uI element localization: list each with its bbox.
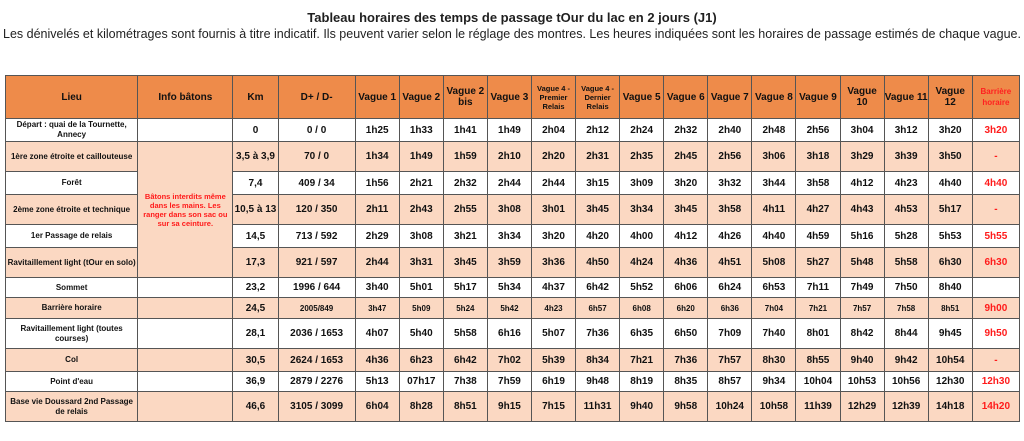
lieu-cell: Base vie Doussard 2nd Passage de relais — [6, 392, 138, 422]
time-cell: 2h45 — [664, 142, 708, 172]
table-row — [6, 392, 1020, 422]
time-cell: 10h24 — [708, 392, 752, 422]
lieu-cell: 2ème zone étroite et technique — [6, 195, 138, 225]
time-cell: 6h08 — [620, 298, 664, 319]
time-cell: 3h45 — [443, 248, 487, 278]
time-cell: 4h40 — [752, 225, 796, 248]
header-vague-9: Vague 9 — [796, 76, 840, 119]
time-cell: 6h53 — [752, 278, 796, 298]
elevation-cell: 713 / 592 — [278, 225, 355, 248]
time-cell: 4h26 — [708, 225, 752, 248]
time-cell: 4h20 — [576, 225, 620, 248]
time-cell: 10h53 — [840, 372, 884, 392]
time-cell: 5h13 — [355, 372, 399, 392]
time-cell: 7h38 — [443, 372, 487, 392]
time-cell: 3h06 — [752, 142, 796, 172]
time-cell: 5h17 — [443, 278, 487, 298]
time-cell: 6h20 — [664, 298, 708, 319]
barriere-cell: 3h20 — [972, 119, 1019, 142]
km-cell: 23,2 — [233, 278, 278, 298]
time-cell: 3h09 — [620, 172, 664, 195]
header-vague-8: Vague 8 — [752, 76, 796, 119]
time-cell: 4h43 — [840, 195, 884, 225]
time-cell: 3h01 — [531, 195, 575, 225]
time-cell: 3h34 — [620, 195, 664, 225]
time-cell: 1h41 — [443, 119, 487, 142]
barriere-cell: 4h40 — [972, 172, 1019, 195]
km-cell: 46,6 — [233, 392, 278, 422]
time-cell: 3h08 — [487, 195, 531, 225]
barriere-cell: 5h55 — [972, 225, 1019, 248]
header-vague-4-premier: Vague 4 - Premier Relais — [531, 76, 575, 119]
table-row — [6, 142, 1020, 172]
time-cell: 8h34 — [576, 349, 620, 372]
time-cell: 4h50 — [576, 248, 620, 278]
elevation-cell: 2879 / 2276 — [278, 372, 355, 392]
time-cell: 2h56 — [796, 119, 840, 142]
time-cell: 7h04 — [752, 298, 796, 319]
time-cell: 1h49 — [487, 119, 531, 142]
time-cell: 2h43 — [399, 195, 443, 225]
lieu-cell: Ravitaillement light (toutes courses) — [6, 319, 138, 349]
header-vague-2: Vague 2 — [399, 76, 443, 119]
lieu-cell: Barrière horaire — [6, 298, 138, 319]
time-cell: 5h53 — [928, 225, 972, 248]
time-cell: 7h11 — [796, 278, 840, 298]
time-cell: 10h54 — [928, 349, 972, 372]
time-cell: 6h35 — [620, 319, 664, 349]
time-cell: 7h09 — [708, 319, 752, 349]
time-cell: 6h04 — [355, 392, 399, 422]
info-batons-cell: Bâtons interdits même dans les mains. Les ranger dans son sac ou sur sa ceinture. — [138, 142, 233, 278]
elevation-cell: 2036 / 1653 — [278, 319, 355, 349]
barriere-cell: 6h30 — [972, 248, 1019, 278]
page-subtitle: Les dénivelés et kilométrages sont fournis à titre indicatif. Ils peuvent varier selon le réglage des montres. Les heures indiquées sont les horaires de passage estimés de chaque vague. — [3, 27, 1021, 41]
km-cell: 24,5 — [233, 298, 278, 319]
time-cell: 3h04 — [840, 119, 884, 142]
barriere-cell: - — [972, 142, 1019, 172]
time-cell: 8h42 — [840, 319, 884, 349]
barriere-cell: - — [972, 195, 1019, 225]
time-cell: 2h32 — [443, 172, 487, 195]
time-cell: 12h39 — [884, 392, 928, 422]
time-cell: 3h20 — [531, 225, 575, 248]
time-cell: 5h28 — [884, 225, 928, 248]
time-cell: 2h24 — [620, 119, 664, 142]
time-cell: 07h17 — [399, 372, 443, 392]
time-cell: 3h31 — [399, 248, 443, 278]
header-vague-3: Vague 3 — [487, 76, 531, 119]
time-cell: 4h37 — [531, 278, 575, 298]
time-cell: 2h29 — [355, 225, 399, 248]
time-cell: 8h44 — [884, 319, 928, 349]
lieu-cell: 1ère zone étroite et caillouteuse — [6, 142, 138, 172]
barriere-cell — [972, 278, 1019, 298]
time-cell: 5h52 — [620, 278, 664, 298]
time-cell: 4h23 — [531, 298, 575, 319]
time-cell: 3h40 — [355, 278, 399, 298]
header-km: Km — [233, 76, 278, 119]
time-cell: 1h56 — [355, 172, 399, 195]
time-cell: 5h09 — [399, 298, 443, 319]
info-cell-empty — [138, 298, 233, 319]
time-cell: 3h36 — [531, 248, 575, 278]
time-cell: 4h59 — [796, 225, 840, 248]
time-cell: 4h51 — [708, 248, 752, 278]
time-cell: 6h23 — [399, 349, 443, 372]
time-cell: 9h42 — [884, 349, 928, 372]
km-cell: 36,9 — [233, 372, 278, 392]
info-cell-empty — [138, 372, 233, 392]
time-cell: 4h40 — [928, 172, 972, 195]
table-row — [6, 278, 1020, 298]
km-cell: 0 — [233, 119, 278, 142]
time-cell: 7h59 — [487, 372, 531, 392]
km-cell: 7,4 — [233, 172, 278, 195]
info-cell-empty — [138, 119, 233, 142]
time-cell: 5h08 — [752, 248, 796, 278]
time-cell: 8h19 — [620, 372, 664, 392]
time-cell: 7h15 — [531, 392, 575, 422]
time-cell: 3h58 — [796, 172, 840, 195]
time-cell: 3h45 — [576, 195, 620, 225]
elevation-cell: 921 / 597 — [278, 248, 355, 278]
time-cell: 10h04 — [796, 372, 840, 392]
time-cell: 9h15 — [487, 392, 531, 422]
header-vague-11: Vague 11 — [884, 76, 928, 119]
lieu-cell: Départ : quai de la Tournette, Annecy — [6, 119, 138, 142]
km-cell: 28,1 — [233, 319, 278, 349]
header-vague-2bis: Vague 2 bis — [443, 76, 487, 119]
time-cell: 2h35 — [620, 142, 664, 172]
time-cell: 8h28 — [399, 392, 443, 422]
info-cell-empty — [138, 278, 233, 298]
header-vague-6: Vague 6 — [664, 76, 708, 119]
time-cell: 12h30 — [928, 372, 972, 392]
header-vague-12: Vague 12 — [928, 76, 972, 119]
table-row — [6, 298, 1020, 319]
header-vague-7: Vague 7 — [708, 76, 752, 119]
time-cell: 9h58 — [664, 392, 708, 422]
barriere-cell: 12h30 — [972, 372, 1019, 392]
barriere-cell: - — [972, 349, 1019, 372]
time-cell: 5h42 — [487, 298, 531, 319]
time-cell: 7h57 — [708, 349, 752, 372]
time-cell: 3h21 — [443, 225, 487, 248]
time-cell: 8h40 — [928, 278, 972, 298]
time-cell: 11h31 — [576, 392, 620, 422]
info-cell-empty — [138, 349, 233, 372]
time-cell: 4h23 — [884, 172, 928, 195]
time-cell: 14h18 — [928, 392, 972, 422]
time-cell: 2h31 — [576, 142, 620, 172]
time-cell: 5h17 — [928, 195, 972, 225]
time-cell: 1h59 — [443, 142, 487, 172]
elevation-cell: 70 / 0 — [278, 142, 355, 172]
time-cell: 11h39 — [796, 392, 840, 422]
time-cell: 7h40 — [752, 319, 796, 349]
time-cell: 6h50 — [664, 319, 708, 349]
time-cell: 6h42 — [443, 349, 487, 372]
time-cell: 2h48 — [752, 119, 796, 142]
time-cell: 4h11 — [752, 195, 796, 225]
time-cell: 7h50 — [884, 278, 928, 298]
info-cell-empty — [138, 319, 233, 349]
time-cell: 4h12 — [664, 225, 708, 248]
time-cell: 2h40 — [708, 119, 752, 142]
lieu-cell: Point d'eau — [6, 372, 138, 392]
km-cell: 14,5 — [233, 225, 278, 248]
time-cell: 3h34 — [487, 225, 531, 248]
time-cell: 6h30 — [928, 248, 972, 278]
time-cell: 1h34 — [355, 142, 399, 172]
time-cell: 1h49 — [399, 142, 443, 172]
time-cell: 5h40 — [399, 319, 443, 349]
elevation-cell: 0 / 0 — [278, 119, 355, 142]
time-cell: 6h16 — [487, 319, 531, 349]
lieu-cell: Sommet — [6, 278, 138, 298]
time-cell: 3h15 — [576, 172, 620, 195]
time-cell: 4h36 — [664, 248, 708, 278]
page-title: Tableau horaires des temps de passage tOur du lac en 2 jours (J1) — [307, 10, 717, 25]
time-cell: 3h08 — [399, 225, 443, 248]
time-cell: 2h04 — [531, 119, 575, 142]
time-cell: 4h36 — [355, 349, 399, 372]
time-cell: 2h44 — [487, 172, 531, 195]
time-cell: 3h20 — [928, 119, 972, 142]
time-cell: 4h12 — [840, 172, 884, 195]
time-cell: 6h36 — [708, 298, 752, 319]
time-cell: 8h55 — [796, 349, 840, 372]
time-cell: 2h10 — [487, 142, 531, 172]
time-cell: 7h36 — [664, 349, 708, 372]
time-cell: 4h00 — [620, 225, 664, 248]
time-cell: 1h25 — [355, 119, 399, 142]
time-cell: 6h42 — [576, 278, 620, 298]
time-cell: 2h55 — [443, 195, 487, 225]
header-vague-1: Vague 1 — [355, 76, 399, 119]
time-cell: 5h24 — [443, 298, 487, 319]
barriere-cell: 14h20 — [972, 392, 1019, 422]
time-cell: 2h44 — [531, 172, 575, 195]
time-cell: 5h01 — [399, 278, 443, 298]
time-cell: 9h40 — [620, 392, 664, 422]
time-cell: 2h56 — [708, 142, 752, 172]
time-cell: 2h20 — [531, 142, 575, 172]
time-cell: 1h33 — [399, 119, 443, 142]
time-cell: 2h12 — [576, 119, 620, 142]
barriere-cell: 9h00 — [972, 298, 1019, 319]
time-cell: 3h18 — [796, 142, 840, 172]
header-info: Info bâtons — [138, 76, 233, 119]
lieu-cell: Ravitaillement light (tOur en solo) — [6, 248, 138, 278]
time-cell: 5h39 — [531, 349, 575, 372]
time-cell: 2h11 — [355, 195, 399, 225]
header-vague-10: Vague 10 — [840, 76, 884, 119]
time-cell: 7h02 — [487, 349, 531, 372]
time-cell: 10h56 — [884, 372, 928, 392]
time-cell: 2h21 — [399, 172, 443, 195]
time-cell: 8h51 — [928, 298, 972, 319]
time-cell: 4h24 — [620, 248, 664, 278]
time-cell: 3h59 — [487, 248, 531, 278]
time-cell: 8h35 — [664, 372, 708, 392]
time-cell: 5h58 — [884, 248, 928, 278]
time-cell: 10h58 — [752, 392, 796, 422]
lieu-cell: 1er Passage de relais — [6, 225, 138, 248]
time-cell: 7h49 — [840, 278, 884, 298]
time-cell: 8h30 — [752, 349, 796, 372]
time-cell: 8h57 — [708, 372, 752, 392]
lieu-cell: Forêt — [6, 172, 138, 195]
elevation-cell: 409 / 34 — [278, 172, 355, 195]
km-cell: 30,5 — [233, 349, 278, 372]
time-cell: 3h47 — [355, 298, 399, 319]
elevation-cell: 3105 / 3099 — [278, 392, 355, 422]
time-cell: 6h24 — [708, 278, 752, 298]
time-cell: 5h58 — [443, 319, 487, 349]
schedule-table — [5, 75, 1020, 422]
time-cell: 2h44 — [355, 248, 399, 278]
time-cell: 7h21 — [620, 349, 664, 372]
time-cell: 5h34 — [487, 278, 531, 298]
time-cell: 3h39 — [884, 142, 928, 172]
time-cell: 8h01 — [796, 319, 840, 349]
table-row — [6, 372, 1020, 392]
time-cell: 7h57 — [840, 298, 884, 319]
time-cell: 2h32 — [664, 119, 708, 142]
time-cell: 5h27 — [796, 248, 840, 278]
time-cell: 4h27 — [796, 195, 840, 225]
table-row — [6, 319, 1020, 349]
time-cell: 9h34 — [752, 372, 796, 392]
time-cell: 12h29 — [840, 392, 884, 422]
time-cell: 9h45 — [928, 319, 972, 349]
elevation-cell: 1996 / 644 — [278, 278, 355, 298]
header-vague-4-dernier: Vague 4 - Dernier Relais — [576, 76, 620, 119]
time-cell: 7h58 — [884, 298, 928, 319]
time-cell: 3h29 — [840, 142, 884, 172]
time-cell: 3h32 — [708, 172, 752, 195]
header-vague-5: Vague 5 — [620, 76, 664, 119]
header-lieu: Lieu — [6, 76, 138, 119]
time-cell: 6h19 — [531, 372, 575, 392]
time-cell: 8h51 — [443, 392, 487, 422]
time-cell: 5h07 — [531, 319, 575, 349]
time-cell: 6h06 — [664, 278, 708, 298]
time-cell: 5h16 — [840, 225, 884, 248]
elevation-cell: 2624 / 1653 — [278, 349, 355, 372]
km-cell: 17,3 — [233, 248, 278, 278]
km-cell: 3,5 à 3,9 — [233, 142, 278, 172]
time-cell: 3h44 — [752, 172, 796, 195]
time-cell: 3h45 — [664, 195, 708, 225]
km-cell: 10,5 à 13 — [233, 195, 278, 225]
time-cell: 3h12 — [884, 119, 928, 142]
header-row — [6, 76, 1020, 119]
time-cell: 9h48 — [576, 372, 620, 392]
header-barriere: Barrière horaire — [972, 76, 1019, 119]
header-dplus: D+ / D- — [278, 76, 355, 119]
time-cell: 3h20 — [664, 172, 708, 195]
time-cell: 7h36 — [576, 319, 620, 349]
lieu-cell: Col — [6, 349, 138, 372]
time-cell: 3h58 — [708, 195, 752, 225]
time-cell: 4h07 — [355, 319, 399, 349]
table-row — [6, 349, 1020, 372]
time-cell: 6h57 — [576, 298, 620, 319]
table-row — [6, 119, 1020, 142]
barriere-cell: 9h50 — [972, 319, 1019, 349]
time-cell: 7h21 — [796, 298, 840, 319]
time-cell: 9h40 — [840, 349, 884, 372]
elevation-cell: 120 / 350 — [278, 195, 355, 225]
info-cell-empty — [138, 392, 233, 422]
time-cell: 4h53 — [884, 195, 928, 225]
elevation-cell: 2005/849 — [278, 298, 355, 319]
time-cell: 3h50 — [928, 142, 972, 172]
time-cell: 5h48 — [840, 248, 884, 278]
